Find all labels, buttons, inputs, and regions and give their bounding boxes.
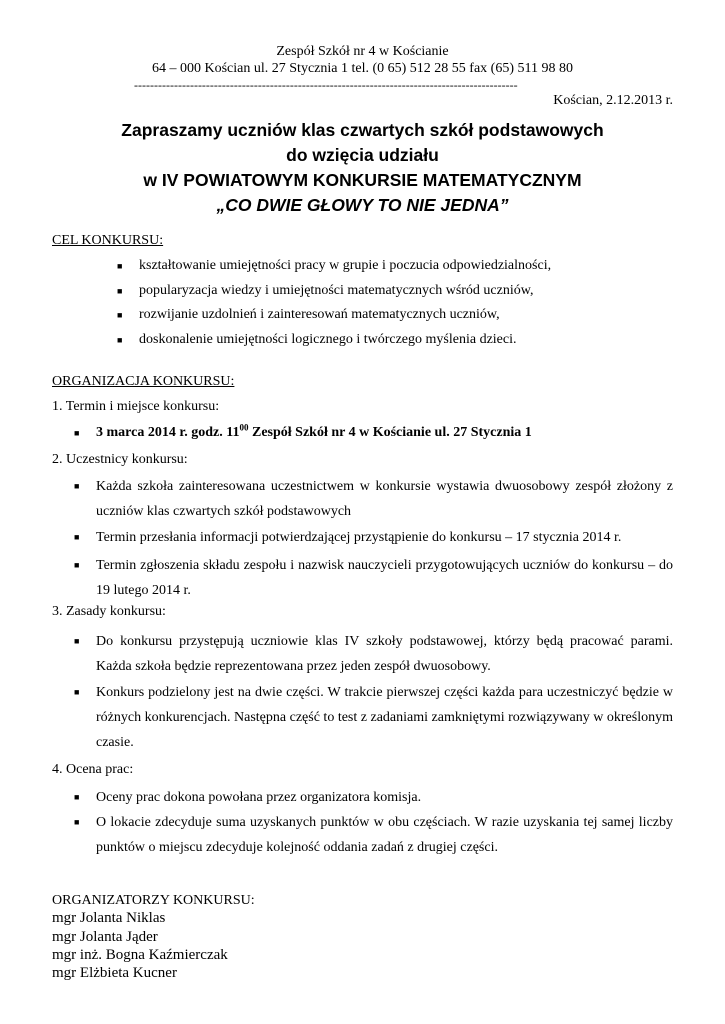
school-name: Zespół Szkół nr 4 w Kościanie	[276, 44, 449, 59]
goal-heading: CEL KONKURSU:	[52, 233, 164, 248]
organization-heading: ORGANIZACJA KONKURSU:	[52, 374, 235, 389]
organizer-name: mgr Elżbieta Kucner	[52, 965, 177, 981]
section-4-title: 4. Ocena prac:	[52, 762, 134, 777]
organizer-name: mgr Jolanta Niklas	[52, 910, 166, 926]
goal-item: rozwijanie uzdolnień i zainteresowań matematycznych uczniów,	[139, 307, 500, 322]
goal-item: kształtowanie umiejętności pracy w grupie i poczucia odpowiedzialności,	[139, 258, 552, 273]
bullet-icon: ■	[74, 560, 80, 570]
bullet-icon: ■	[74, 792, 80, 802]
rules-item: Do konkursu przystępują uczniowie klas IV szkoły podstawowej, którzy będą pracować parami. Każda szkoła będzie reprezentowana przez jeden zespół dwuosobowy.	[96, 634, 673, 674]
bullet-icon: ■	[117, 261, 123, 271]
contest-name: „CO DWIE GŁOWY TO NIE JEDNA”	[216, 195, 509, 215]
participants-item: Termin przesłania informacji potwierdzającej przystąpienie do konkursu – 17 stycznia 2014 r.	[96, 530, 622, 545]
header-separator: ------------------------------------------------------------------------------------------------	[134, 79, 518, 91]
event-date-place	[96, 422, 532, 441]
event-time-superscript: 00	[239, 422, 249, 433]
goal-item: doskonalenie umiejętności logicznego i twórczego myślenia dzieci.	[139, 332, 517, 347]
bullet-icon: ■	[117, 335, 123, 345]
participants-item: Każda szkoła zainteresowana uczestnictwem w konkursie wystawia dwuosobowy zespół złożony z uczniów klas czwartych szkół podstawowych	[96, 479, 673, 519]
bullet-icon: ■	[74, 428, 80, 438]
section-2-title: 2. Uczestnicy konkursu:	[52, 452, 188, 467]
evaluation-item: O lokacie zdecyduje suma uzyskanych punktów w obu częściach. W razie uzyskania tej samej liczby punktów o miejscu zdecyduje kolejność oddania zadań z drugiej części.	[96, 815, 673, 855]
title-line-3: w IV POWIATOWYM KONKURSIE MATEMATYCZNYM	[143, 170, 582, 190]
bullet-icon: ■	[74, 481, 80, 491]
document-date: Kościan, 2.12.2013 r.	[553, 93, 673, 108]
bullet-icon: ■	[74, 532, 80, 542]
school-address: 64 – 000 Kościan ul. 27 Stycznia 1 tel. (0 65) 512 28 55 fax (65) 511 98 80	[152, 61, 573, 76]
title-line-2: do wzięcia udziału	[286, 145, 439, 165]
organizer-name: mgr Jolanta Jąder	[52, 929, 158, 945]
section-1-title: 1. Termin i miejsce konkursu:	[52, 399, 220, 414]
title-line-1: Zapraszamy uczniów klas czwartych szkół podstawowych	[121, 120, 604, 140]
goal-item: popularyzacja wiedzy i umiejętności matematycznych wśród uczniów,	[139, 283, 534, 298]
rules-item: Konkurs podzielony jest na dwie części. W trakcie pierwszej części każda para uczestniczyć będzie w różnych konkurencjach. Następna część to test z zadaniami zamkniętymi rozwiązywany w określonym czasie.	[96, 685, 673, 750]
evaluation-item: Oceny prac dokona powołana przez organizatora komisja.	[96, 790, 422, 805]
section-3-title: 3. Zasady konkursu:	[52, 604, 166, 619]
bullet-icon: ■	[74, 636, 80, 646]
bullet-icon: ■	[117, 286, 123, 296]
event-place: Zespół Szkół nr 4 w Kościanie ul. 27 Stycznia 1	[248, 425, 532, 440]
event-date: 3 marca 2014 r. godz. 11	[96, 425, 240, 440]
bullet-icon: ■	[117, 310, 123, 320]
participants-item: Termin zgłoszenia składu zespołu i nazwisk nauczycieli przygotowujących uczniów do konkursu – do 19 lutego 2014 r.	[96, 558, 673, 598]
bullet-icon: ■	[74, 687, 80, 697]
organizer-name: mgr inż. Bogna Kaźmierczak	[52, 947, 228, 963]
bullet-icon: ■	[74, 817, 80, 827]
organizers-heading: ORGANIZATORZY KONKURSU:	[52, 893, 255, 908]
